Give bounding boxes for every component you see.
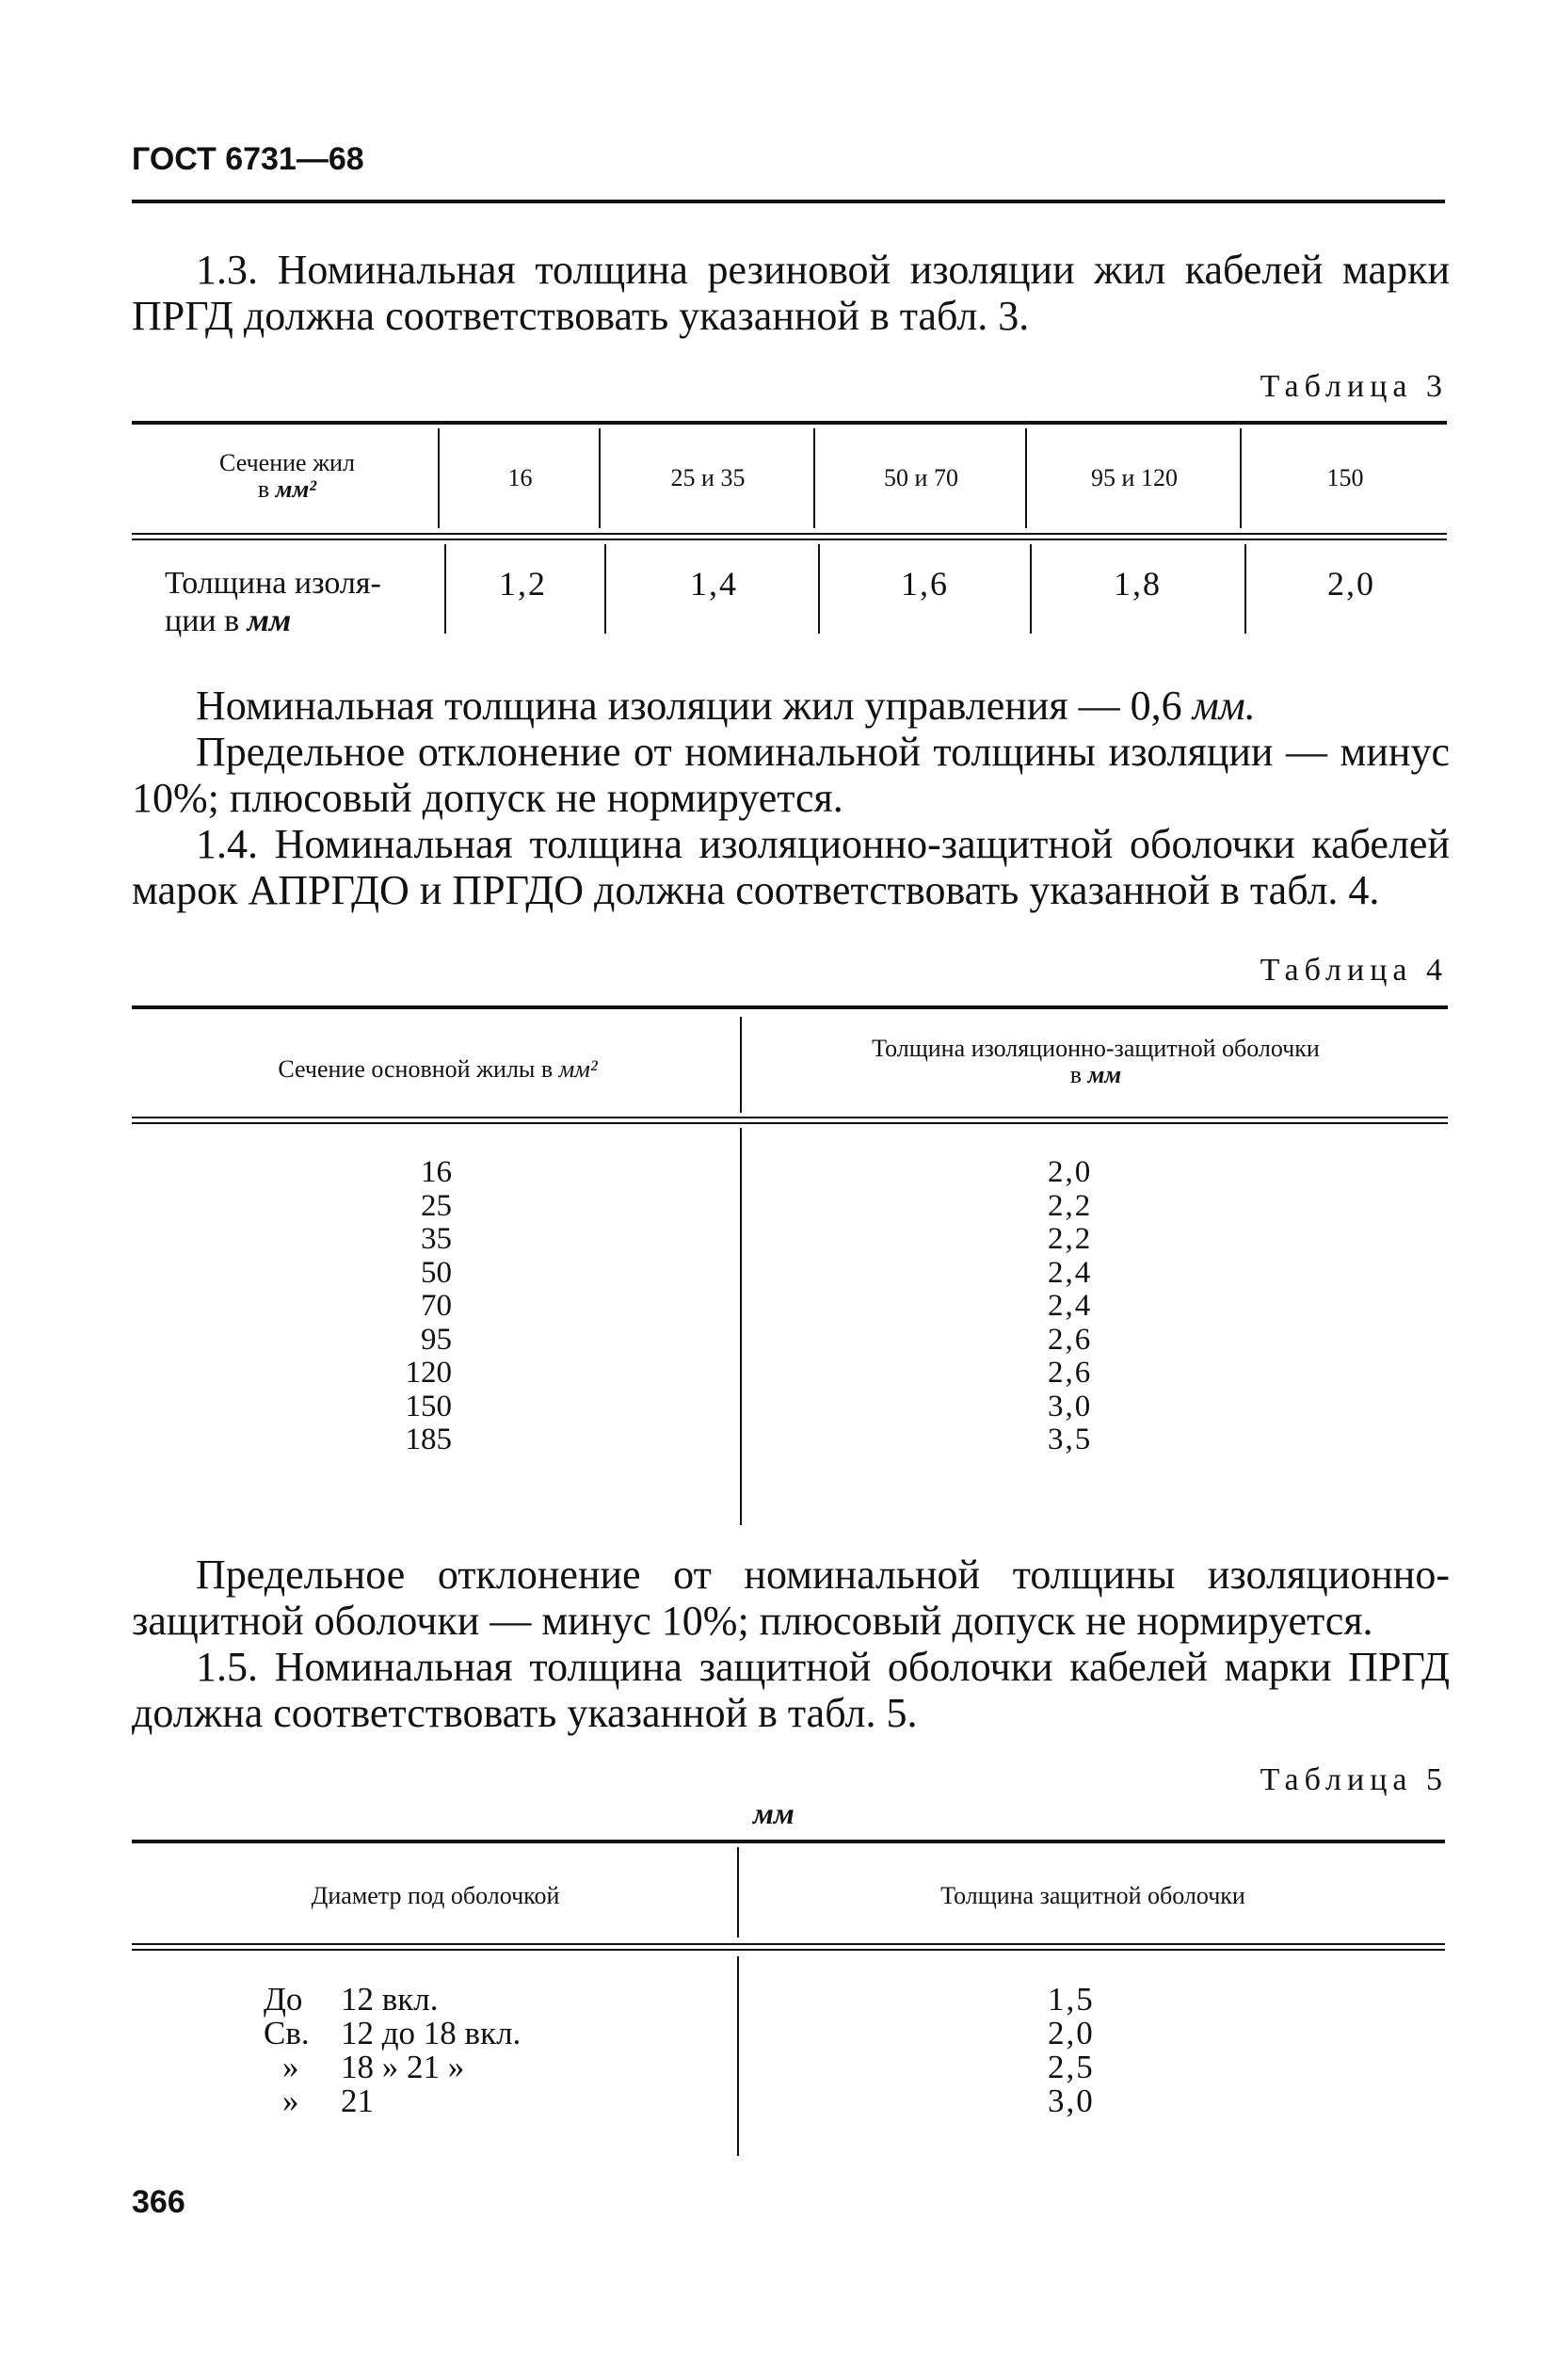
table-5-unit: мм (753, 1796, 795, 1830)
diameter-prefix: До (264, 1981, 303, 2018)
table-4-value: 2,4 (1048, 1289, 1093, 1323)
table-4-section: 25 (421, 1188, 452, 1223)
label-text: Толщина изоля- (165, 566, 381, 601)
table-divider (740, 1017, 742, 1113)
table-3-value: 1,8 (1114, 565, 1162, 603)
table-3-section: 16 (507, 464, 533, 491)
diameter-range: 18 (341, 2049, 374, 2085)
table-5-value: 2,0 (1048, 2015, 1095, 2051)
table-4-sections (377, 1156, 452, 1457)
table-4-value: 3,5 (1048, 1423, 1093, 1456)
table-5-row (264, 2084, 521, 2118)
table-rule (132, 421, 1447, 425)
table-4-caption: Таблица 4 (1260, 953, 1448, 988)
diameter-prefix: » (282, 2049, 299, 2085)
paragraph-text: Номинальная толщина изоляции жил управления — 0,6 (196, 683, 1193, 729)
table-rule (132, 1117, 1448, 1118)
diameter-prefix: » (381, 2049, 399, 2085)
table-4-value: 3,0 (1048, 1389, 1093, 1423)
paragraph-tolerance-2 (132, 1552, 1450, 1644)
clause-text: Номинальная толщина защитной оболочки кабелей марки ПРГД должна соответствовать указанной в табл. 5. (132, 1644, 1450, 1736)
table-5-col1-header: Диаметр под оболочкой (311, 1882, 560, 1909)
diameter-range: 12 вкл. (341, 1981, 439, 2018)
table-3-section: 95 и 120 (1091, 464, 1178, 491)
table-3-row-header (179, 450, 395, 503)
table-4-col1-header (136, 1056, 739, 1083)
header-text: Толщина изоляционно-защитной оболочки (872, 1035, 1320, 1062)
table-5-value: 3,0 (1048, 2082, 1095, 2119)
table-4-value: 2,6 (1048, 1356, 1093, 1390)
table-4-value: 2,6 (1048, 1322, 1093, 1357)
table-rule (132, 533, 1447, 535)
table-rule (132, 1122, 1448, 1124)
table-5-value: 2,5 (1048, 2049, 1095, 2085)
table-4-section: 95 (421, 1322, 452, 1357)
paragraph-text: Предельное отклонение от номинальной толщины изоляции — минус 10%; плюсовый допуск не нормируется. (132, 729, 1450, 821)
table-4-section: 16 (421, 1155, 452, 1189)
paragraph-1-4 (132, 821, 1450, 913)
table-divider (1240, 428, 1242, 528)
header-rule (132, 200, 1445, 203)
table-rule (132, 1943, 1445, 1945)
table-divider (599, 428, 601, 528)
table-rule (132, 539, 1447, 540)
table-5-thickness (1048, 1983, 1095, 2118)
table-3-value: 1,4 (690, 565, 738, 603)
page-number: 366 (132, 2184, 185, 2220)
table-4-section: 185 (405, 1423, 452, 1456)
table-4-value: 2,2 (1048, 1188, 1093, 1223)
diameter-range: 12 до 18 вкл. (341, 2015, 522, 2051)
paragraph-text: Предельное отклонение от номинальной толщины изоляционно-защитной оболочки — минус 10%; плюсовый допуск не нормируется. (132, 1552, 1450, 1644)
diameter-prefix: Св. (264, 2015, 310, 2051)
table-divider (818, 544, 820, 634)
table-3-value: 1,2 (499, 565, 547, 603)
table-5-row (264, 2050, 521, 2084)
table-rule (132, 1840, 1445, 1843)
table-3-value: 2,0 (1327, 565, 1375, 603)
table-4-section: 70 (421, 1289, 452, 1323)
table-rule (132, 1949, 1445, 1951)
diameter-range: 21 (341, 2082, 374, 2119)
document-header: ГОСТ 6731—68 (132, 141, 364, 177)
header-text: Сечение основной жилы в (278, 1055, 554, 1083)
table-4-section: 35 (421, 1222, 452, 1256)
table-4-section: 50 (421, 1255, 452, 1290)
table-divider (1030, 544, 1032, 634)
paragraph-1-3 (132, 247, 1450, 339)
table-5-caption: Таблица 5 (1260, 1762, 1448, 1797)
header-text: Сечение жил (219, 449, 355, 476)
table-divider (740, 1128, 742, 1525)
clause-number: 1.5. (196, 1644, 258, 1690)
clause-text: Номинальная толщина изоляционно-защитной оболочки кабелей марок АПРГДО и ПРГДО должна соответствовать указанной в табл. 4. (132, 821, 1450, 913)
table-4-section: 150 (405, 1389, 452, 1423)
unit-label: мм² (558, 1055, 598, 1083)
paragraph-1-5 (132, 1644, 1450, 1736)
table-4-col2-header (744, 1036, 1448, 1088)
table-divider (1244, 544, 1246, 634)
diameter-range: 21 » (407, 2049, 465, 2085)
table-4-value: 2,2 (1048, 1222, 1093, 1256)
table-5-diameters (264, 1983, 521, 2118)
table-divider (737, 1956, 739, 2156)
table-3-value: 1,6 (901, 565, 949, 603)
diameter-prefix: » (282, 2082, 299, 2119)
table-3-section: 50 и 70 (884, 464, 958, 491)
paragraph-control-cores (132, 683, 1450, 729)
header-text: в (1069, 1061, 1083, 1088)
table-3-value-label (165, 565, 381, 640)
paragraph-tolerance-1 (132, 729, 1450, 821)
clause-number: 1.3. (196, 247, 258, 293)
unit-label: мм (247, 603, 292, 638)
table-5-row (264, 1983, 521, 2017)
table-4-value: 2,0 (1048, 1155, 1093, 1189)
table-divider (1025, 428, 1027, 528)
label-text: ции в (165, 603, 240, 638)
table-5-value: 1,5 (1048, 1981, 1095, 2018)
table-divider (438, 428, 440, 528)
table-4-value: 2,4 (1048, 1255, 1093, 1290)
header-text: в (257, 475, 270, 503)
unit-label: мм² (275, 475, 317, 503)
clause-text: Номинальная толщина резиновой изоляции жил кабелей марки ПРГД должна соответствовать указанной в табл. 3. (132, 247, 1451, 339)
table-4-thickness (1048, 1156, 1092, 1457)
unit-label: мм. (1192, 683, 1256, 729)
table-rule (132, 1005, 1448, 1009)
table-3-section: 25 и 35 (670, 464, 746, 491)
table-divider (444, 544, 446, 634)
table-3-section: 150 (1326, 464, 1364, 491)
table-divider (813, 428, 815, 528)
table-4-section: 120 (405, 1356, 452, 1390)
table-divider (737, 1847, 739, 1938)
table-3-caption: Таблица 3 (1260, 369, 1448, 404)
table-5-col2-header: Толщина защитной оболочки (940, 1882, 1245, 1909)
table-divider (604, 544, 606, 634)
clause-number: 1.4. (196, 821, 258, 867)
table-5-row (264, 2017, 521, 2050)
unit-label: мм (1087, 1061, 1122, 1088)
